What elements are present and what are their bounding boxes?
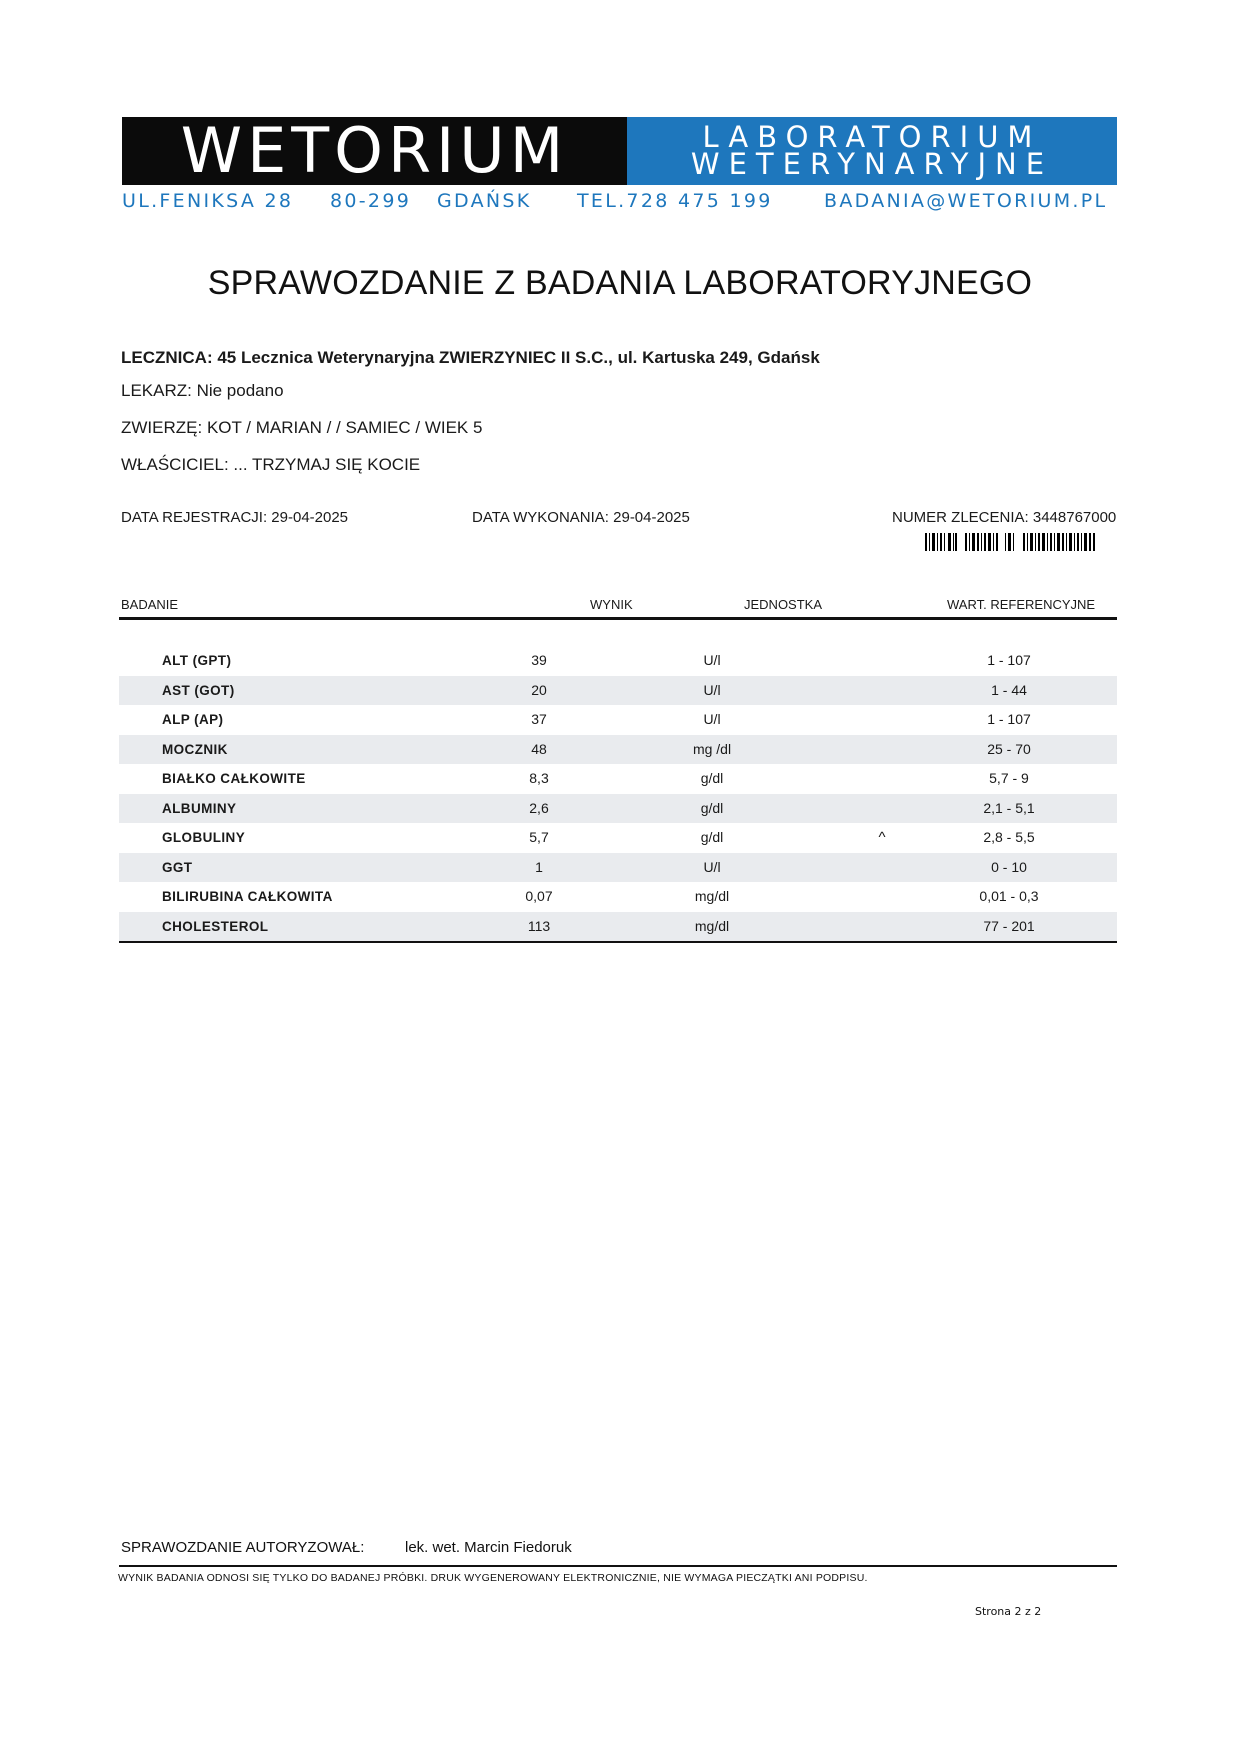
test-name: BIAŁKO CAŁKOWITE (162, 771, 306, 786)
results-table (119, 646, 1117, 941)
reference-range: 2,8 - 5,5 (983, 829, 1035, 845)
reference-range: 1 - 107 (987, 652, 1031, 668)
test-unit: g/dl (700, 799, 724, 816)
test-result: 5,7 (529, 829, 549, 845)
order-number: NUMER ZLECENIA: 3448767000 (892, 509, 1117, 526)
logo-subtitle-line2: WETERYNARYJNE (690, 147, 1054, 181)
table-row (119, 735, 1117, 765)
logo-subtitle (627, 117, 1117, 185)
reference-range: 77 - 201 (983, 917, 1035, 934)
col-header-unit: JEDNOSTKA (744, 597, 823, 612)
test-unit: g/dl (700, 829, 724, 845)
test-result: 8,3 (529, 770, 549, 786)
lab-city: GDAŃSK (437, 190, 532, 212)
test-unit: mg /dl (692, 740, 732, 757)
table-row (119, 823, 1117, 853)
table-row (119, 912, 1117, 942)
test-name: CHOLESTEROL (162, 918, 269, 934)
test-name: AST (GOT) (162, 682, 235, 698)
col-header-reference: WART. REFERENCYJNE (947, 597, 1096, 612)
test-name: MOCZNIK (162, 741, 228, 757)
authorized-label: SPRAWOZDANIE AUTORYZOWAŁ: (121, 1539, 365, 1556)
barcode-image (925, 533, 1095, 551)
reference-range: 25 - 70 (987, 740, 1031, 757)
logo-subtitle-line1: LABORATORIUM (702, 120, 1042, 154)
table-row (119, 646, 1117, 676)
test-result: 1 (535, 858, 543, 875)
table-header-divider (119, 617, 1117, 620)
report-title: SPRAWOZDANIE Z BADANIA LABORATORYJNEGO (207, 264, 1033, 302)
test-unit: U/l (703, 858, 721, 875)
table-row (119, 764, 1117, 794)
result-flag: ^ (878, 829, 886, 846)
test-result: 2,6 (529, 799, 549, 816)
reference-range: 1 - 107 (987, 711, 1031, 727)
test-result: 48 (531, 740, 547, 757)
test-name: GLOBULINY (162, 830, 246, 845)
test-unit: g/dl (700, 770, 724, 786)
lab-phone: TEL.728 475 199 (577, 190, 773, 212)
table-row (119, 676, 1117, 706)
test-result: 0,07 (525, 888, 553, 904)
reference-range: 2,1 - 5,1 (983, 799, 1035, 816)
test-unit: U/l (703, 711, 721, 727)
authorized-name: lek. wet. Marcin Fiedoruk (405, 1539, 572, 1556)
test-unit: mg/dl (694, 917, 730, 934)
test-unit: mg/dl (694, 888, 730, 904)
test-unit: U/l (703, 652, 721, 668)
col-header-result: WYNIK (590, 597, 633, 612)
reference-range: 5,7 - 9 (989, 770, 1029, 786)
table-row (119, 705, 1117, 735)
table-row (119, 853, 1117, 883)
registration-date: DATA REJESTRACJI: 29-04-2025 (121, 509, 349, 526)
table-row (119, 794, 1117, 824)
test-result: 37 (531, 711, 547, 727)
execution-date: DATA WYKONANIA: 29-04-2025 (472, 509, 690, 526)
footer-note: WYNIK BADANIA ODNOSI SIĘ TYLKO DO BADANEJ PRÓBKI. DRUK WYGENEROWANY ELEKTRONICZNIE, NIE WYMAGA PIECZĄTKI ANI PODPISU. (118, 1572, 868, 1584)
reference-range: 0 - 10 (991, 858, 1027, 875)
clinic-info: LECZNICA: 45 Lecznica Weterynaryjna ZWIERZYNIEC II S.C., ul. Kartuska 249, Gdańsk (121, 348, 820, 367)
test-name: BILIRUBINA CAŁKOWITA (162, 889, 333, 904)
test-result: 39 (531, 652, 547, 668)
doctor-info: LEKARZ: Nie podano (121, 381, 284, 400)
test-result: 113 (527, 917, 551, 934)
lab-email[interactable]: BADANIA@WETORIUM.PL (824, 190, 1108, 212)
footer-divider (119, 1565, 1117, 1567)
reference-range: 0,01 - 0,3 (979, 888, 1039, 904)
lab-postal-code: 80-299 (330, 190, 412, 212)
test-result: 20 (531, 681, 547, 698)
owner-info: WŁAŚCICIEL: ... TRZYMAJ SIĘ KOCIE (121, 455, 421, 474)
test-name: ALP (AP) (162, 712, 224, 727)
page-number: Strona 2 z 2 (975, 1605, 1042, 1618)
test-name: ALT (GPT) (162, 653, 232, 668)
col-header-test: BADANIE (121, 597, 179, 612)
logo-wetorium: WETORIUM (122, 117, 627, 185)
lab-address: UL.FENIKSA 28 (122, 190, 294, 212)
table-row (119, 882, 1117, 912)
reference-range: 1 - 44 (991, 681, 1027, 698)
test-unit: U/l (703, 681, 721, 698)
test-name: ALBUMINY (162, 800, 237, 816)
table-bottom-divider (119, 941, 1117, 943)
animal-info: ZWIERZĘ: KOT / MARIAN / / SAMIEC / WIEK 5 (121, 418, 483, 437)
test-name: GGT (162, 859, 193, 875)
